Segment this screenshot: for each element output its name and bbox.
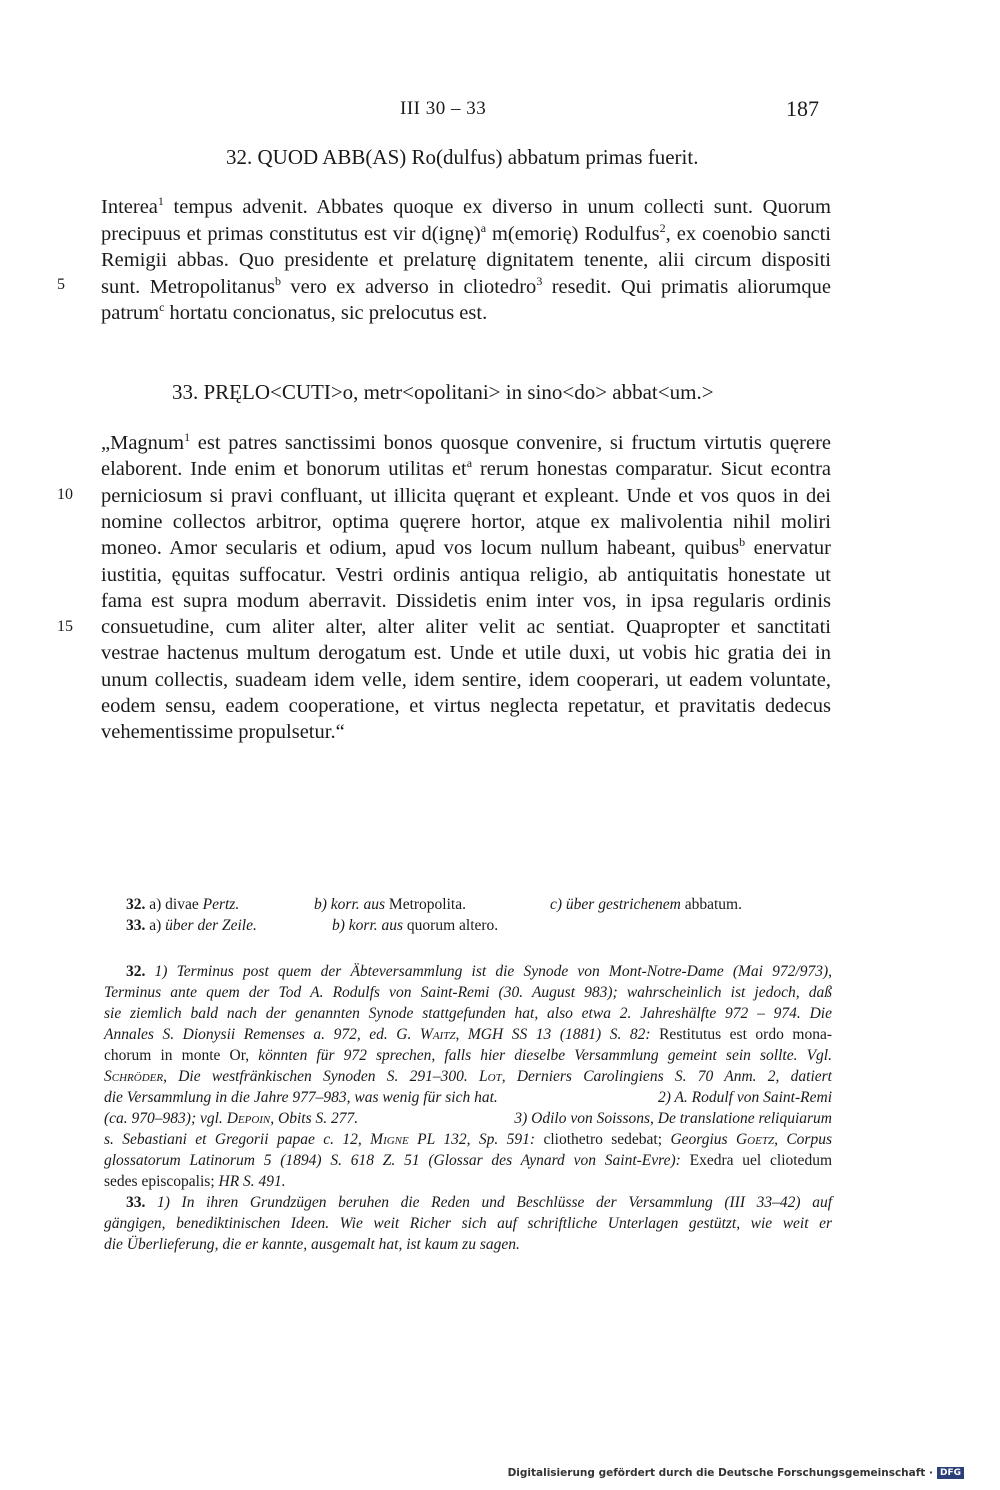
text-run: resedit. Qui primatis aliorumque xyxy=(542,275,831,298)
footnote-marker: 1 xyxy=(184,430,191,445)
footnote-marker: a xyxy=(466,456,473,471)
note-line: sie ziemlich bald nach der genannten Synode stattgefunden hat, also etwa 2. Jahreshälfte 972 – 974. Die xyxy=(104,1005,832,1022)
note-line: glossatorum Latinorum 5 (1894) S. 618 Z. 51 (Glossar des Aynard von Saint-Evre): Exedra uel cliotedum xyxy=(104,1152,832,1169)
apparatus-row-33: 33. a) über der Zeile. xyxy=(126,917,257,934)
text-run: fama est supra modum aberravit. Dissidetis enim inter vos, in ipsa regularis ordinis xyxy=(101,589,831,612)
footnote-marker: b xyxy=(739,535,746,550)
footnote-marker: a xyxy=(480,220,487,235)
text-run: moneo. Amor secularis et odium, apud vos locum nullum habeant, quibus xyxy=(101,537,740,560)
text-run: precipuus et primas constitutus est vir d(ignę) xyxy=(101,222,481,245)
line-number: 15 xyxy=(57,618,73,635)
footnote-marker: 3 xyxy=(536,273,543,288)
note-line: Annales S. Dionysii Remenses a. 972, ed. G. Waitz, MGH SS 13 (1881) S. 82: Restitutus est ordo mona- xyxy=(104,1026,832,1043)
note-line: 32. 1) Terminus post quem der Äbteversammlung ist die Synode von Mont-Notre-Dame (Mai 972/973), xyxy=(126,963,832,980)
text-line xyxy=(101,511,831,534)
text-run: nomine collectos arbitror, optima quęrere hortor, atque ex malivolentia nihil moliri xyxy=(101,510,831,533)
note-line: Schröder, Die westfränkischen Synoden S. 291–300. Lot, Derniers Carolingiens S. 70 Anm. 2, datiert xyxy=(104,1068,832,1085)
text-run: unum collectis, suadeam idem velle, idem sentire, idem cooperari, ut eadem voluntate, xyxy=(101,668,831,691)
text-run: rerum honestas comparatur. Sicut econtra xyxy=(472,458,831,481)
note-line: sedes episcopalis; HR S. 491. xyxy=(104,1173,286,1190)
text-line xyxy=(101,432,831,455)
text-run: vehementissime propulsetur.“ xyxy=(101,721,345,744)
text-run: Remigii abbas. Quo presidente et prelaturę dignitatem tenente, alii circum dispositi xyxy=(101,249,831,271)
text-line xyxy=(101,721,831,744)
text-run: est patres sanctissimi bonos quosque convenire, si fructum virtutis quęrere xyxy=(190,432,831,454)
apparatus-note: b) korr. aus quorum altero. xyxy=(332,917,499,934)
text-line xyxy=(101,485,831,508)
page-number: 187 xyxy=(786,96,819,121)
text-line xyxy=(101,537,831,560)
text-line xyxy=(101,302,831,325)
text-run: eodem sensu, eadem cooperatione, et virtus neglecta repetatur, et pravitatis dedecus xyxy=(101,695,831,717)
text-line xyxy=(101,616,831,639)
dfg-logo: DFG xyxy=(937,1467,964,1479)
text-line xyxy=(101,249,831,272)
text-run: Interea xyxy=(101,196,158,218)
text-run: elaborent. Inde enim et bonorum utilitas et xyxy=(101,458,467,481)
text-run: „Magnum xyxy=(101,432,185,454)
text-line xyxy=(101,458,831,481)
text-run: , ex coenobio sancti xyxy=(665,222,831,245)
text-run: tempus advenit. Abbates quoque ex diverso in unum collecti sunt. Quorum xyxy=(163,196,831,218)
note-line: gängigen, benediktinischen Ideen. Wie weit Richer sich auf schriftliche Unterlagen gestützt, wie weit er xyxy=(104,1215,832,1232)
apparatus-row-32: 32. a) divae Pertz. xyxy=(126,896,240,913)
credit-text: Digitalisierung gefördert durch die Deutsche Forschungsgemeinschaft · xyxy=(507,1467,933,1479)
line-number: 10 xyxy=(57,486,73,503)
text-line xyxy=(101,642,831,665)
apparatus-note: b) korr. aus Metropolita. xyxy=(314,896,466,913)
line-number: 5 xyxy=(57,276,65,293)
text-line xyxy=(101,273,831,299)
text-run: consuetudine, cum aliter alter, alter aliter velit ac sentiat. Quapropter et sanctitati xyxy=(101,616,831,639)
note-line: die Versammlung in die Jahre 977–983, was wenig für sich hat. 2) A. Rodulf von Saint-Remi xyxy=(104,1089,832,1106)
text-line xyxy=(101,196,831,219)
text-run: vero ex adverso in cliotedro xyxy=(280,275,537,298)
text-run: perniciosum si pravi confluant, ut illicita quęrant et expleant. Unde et vos quos in dei xyxy=(101,484,831,507)
text-run: sunt. Metropolitanus xyxy=(101,275,275,298)
text-run: vestrae hactenus multum derogatum est. Unde et utile duxi, ut vobis hic gratia dei in xyxy=(101,642,831,665)
footnote-marker: 1 xyxy=(157,194,164,209)
footnote-marker: b xyxy=(274,273,281,288)
text-line xyxy=(101,695,831,718)
note-line: 33. 1) In ihren Grundzügen beruhen die Reden und Beschlüsse der Versammlung (III 33–42) auf xyxy=(126,1194,832,1211)
text-line xyxy=(101,669,831,692)
note-line: chorum in monte Or, könnten für 972 sprechen, falls hier dieselbe Versammlung gemeint sein sollte. Vgl. xyxy=(104,1047,832,1064)
text-run: hortatu concionatus, sic prelocutus est. xyxy=(164,302,488,324)
text-run: iustitia, ęquitas suffocatur. Vestri ordinis antiqua religio, ab antiquitatis honestate ut xyxy=(101,563,831,586)
text-run: patrum xyxy=(101,302,160,324)
text-line xyxy=(101,220,831,246)
text-run: enervatur xyxy=(745,537,831,560)
text-line xyxy=(101,564,831,587)
digitization-credit xyxy=(508,1467,964,1479)
note-line: die Überlieferung, die er kannte, ausgemalt hat, ist kaum zu sagen. xyxy=(104,1236,520,1253)
running-header: III 30 – 33 xyxy=(400,98,487,119)
note-line: s. Sebastiani et Gregorii papae c. 12, Migne PL 132, Sp. 591: cliothetro sedebat; Georgius Goetz, Corpus xyxy=(104,1131,832,1148)
apparatus-note: c) über gestrichenem abbatum. xyxy=(550,896,742,913)
text-line xyxy=(101,590,831,613)
text-run: m(emorię) Rodulfus xyxy=(486,222,660,245)
footnote-marker: 2 xyxy=(659,220,666,235)
footnote-marker: c xyxy=(159,300,165,315)
chapter-32-heading: 32. QUOD ABB(AS) Ro(dulfus) abbatum primas fuerit. xyxy=(226,145,699,169)
note-line: Terminus ante quem der Tod A. Rodulfs von Saint-Remi (30. August 983); wahrscheinlich ist jedoch, daß xyxy=(104,984,832,1001)
note-line: (ca. 970–983); vgl. Depoin, Obits S. 277. 3) Odilo von Soissons, De translatione reliquiarum xyxy=(104,1110,832,1127)
chapter-33-heading: 33. PRĘLO<CUTI>o, metr<opolitani> in sino<do> abbat<um.> xyxy=(172,380,714,404)
